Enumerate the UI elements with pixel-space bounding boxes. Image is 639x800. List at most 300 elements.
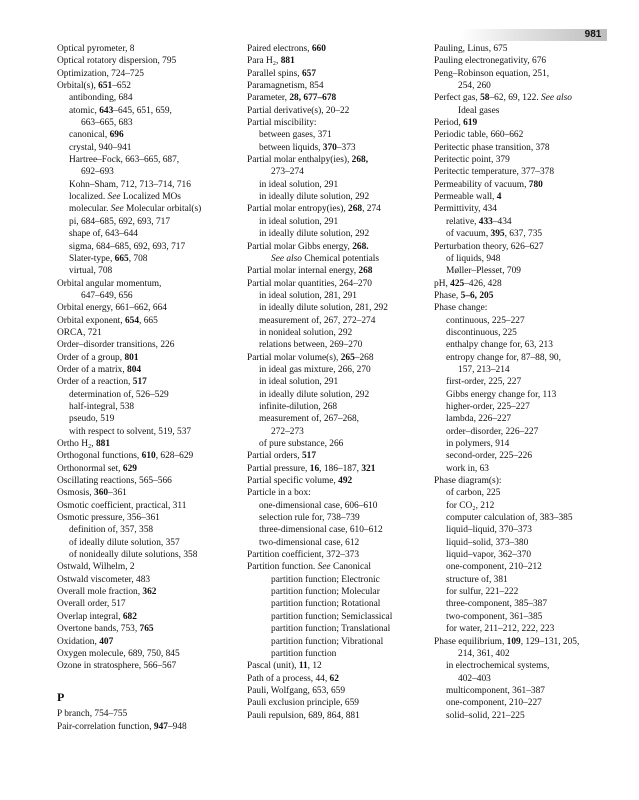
index-text: in ideally dilute solution, 292 [259,389,370,400]
index-entry [57,43,237,55]
index-text: Overtone bands, 753, [57,624,140,635]
index-text: Ideal gases [458,105,500,116]
index-text: one-component, 210–212 [446,562,542,573]
index-entry [57,117,237,129]
index-entry [434,648,614,660]
index-bold-page: 629 [122,463,137,474]
index-entry [57,611,237,623]
index-entry [57,315,237,327]
index-entry [434,574,614,586]
index-entry [247,327,427,339]
index-entry [434,673,614,685]
index-bold-page: 5–6, 205 [460,290,494,301]
index-entry [247,376,427,388]
index-entry [247,537,427,549]
index-text: discontinuous, 225 [446,327,517,338]
index-text: Phase, [434,290,461,301]
index-text: in ideal solution, 291 [259,377,339,388]
index-text: 214, 361, 402 [458,648,510,659]
index-text: Order of a matrix, [57,364,128,375]
index-entry [434,586,614,598]
index-text: Optical rotatory dispersion, 795 [57,56,177,67]
index-entry [434,302,614,314]
index-entry [434,636,614,648]
page-number: 981 [584,29,602,40]
index-text: Partial molar internal energy, [247,266,359,277]
index-text: two-component, 361–385 [446,611,543,622]
index-entry [57,721,237,733]
index-entry [247,80,427,92]
index-see-ref: See also [271,253,302,264]
index-bold-page: 765 [139,624,154,635]
index-entry [434,228,614,240]
index-text: partition function; Vibrational [271,636,384,647]
index-text: Permeable wall, [434,192,497,203]
index-entry [57,574,237,586]
index-text: Order–disorder transitions, 226 [57,340,175,351]
index-text: Pauling electronegativity, 676 [434,56,547,67]
index-entry [247,673,427,685]
index-text: of ideally dilute solution, 357 [69,537,180,548]
index-entry [247,55,427,67]
index-text: shape of, 643–644 [69,229,138,240]
index-text: Partial pressure, [247,463,310,474]
index-entry [247,315,427,327]
index-text: liquid–vapor, 362–370 [446,550,532,561]
index-text: for sulfur, 221–222 [446,587,519,598]
index-bold-page: 268, [351,155,369,166]
index-text: Order of a reaction, [57,377,133,388]
index-entry [57,413,237,425]
index-entry [434,278,614,290]
index-text: Partial derivative(s), 20–22 [247,105,350,116]
index-entry [57,92,237,104]
index-text: –434 [492,216,512,227]
index-column-2 [247,43,427,722]
index-text: Overall order, 517 [57,599,126,610]
index-entry [247,623,427,635]
index-bold-page: 265 [340,352,355,363]
index-entry [57,660,237,672]
index-text: between gases, 371 [259,130,332,141]
index-text: Partition function. [247,562,318,573]
index-text: solid–solid, 221–225 [446,710,525,721]
index-entry [434,524,614,536]
index-bold-page: 321 [361,463,376,474]
index-text: Gibbs energy change for, 113 [446,389,557,400]
index-entry [57,586,237,598]
index-text: Hartree–Fock, 663–665, 687, [69,155,180,166]
index-entry [247,524,427,536]
index-entry [57,598,237,610]
index-text: pH, [434,278,451,289]
index-text: ORCA, 721 [57,327,102,338]
index-entry [434,191,614,203]
index-entry [434,500,614,512]
index-text: of pure substance, 266 [259,439,344,449]
index-text: measurement of, 267–268, [259,414,359,425]
index-text: liquid–solid, 373–380 [446,537,529,548]
index-text: Orthogonal functions, [57,451,142,462]
index-entry [434,710,614,722]
index-entry [57,450,237,462]
index-entry [57,166,237,178]
index-entry [57,327,237,339]
index-entry [57,537,237,549]
index-text: computer calculation of, 383–385 [446,513,573,524]
index-entry [434,117,614,129]
index-text: definition of, 357, 358 [69,525,154,536]
index-entry [247,438,427,450]
index-text: Periodic table, 660–662 [434,130,524,141]
index-text: Orthonormal set, [57,463,123,474]
index-entry [247,636,427,648]
index-text: 254, 260 [458,81,491,92]
index-text: Localized MOs [120,192,181,203]
index-text: , 628–629 [155,451,194,462]
index-entry [434,253,614,265]
index-text: , 12 [307,661,322,672]
index-entry [434,80,614,92]
index-text: Molecular orbital(s) [123,204,202,215]
index-entry [434,660,614,672]
index-entry [247,129,427,141]
index-entry [57,401,237,413]
index-entry [434,475,614,487]
index-text: Partial molar entropy(ies), [247,204,349,215]
index-entry [434,364,614,376]
index-entry [57,512,237,524]
index-text: 272–273 [271,426,304,437]
index-text: localized. [69,192,108,203]
index-text: Orbital(s), [57,81,99,92]
index-text: of liquids, 948 [446,253,501,264]
index-entry [57,561,237,573]
index-text: Oscillating reactions, 565–566 [57,476,172,487]
index-bold-page: 370 [322,142,337,153]
index-entry [247,426,427,438]
index-text: Para H₂, [247,56,281,67]
index-text: partition function; Molecular [271,587,380,598]
index-text: Ostwald viscometer, 483 [57,574,151,585]
index-entry [247,191,427,203]
index-entry [247,450,427,462]
index-text: 663–665, 683 [81,118,133,129]
index-bold-page: 660 [311,44,326,54]
index-text: Particle in a box: [247,488,311,499]
index-entry [434,241,614,253]
index-entry [57,475,237,487]
index-entry [247,203,427,215]
index-entry [247,290,427,302]
index-text: Pauli exclusion principle, 659 [247,698,359,709]
index-text: first-order, 225, 227 [446,377,522,388]
index-text: continuous, 225–227 [446,315,525,326]
index-text: antibonding, 684 [69,93,133,104]
index-text: liquid–liquid, 370–373 [446,525,532,536]
index-bold-page: 492 [338,476,353,487]
index-text: selection rule for, 738–739 [259,513,360,524]
index-entry [57,376,237,388]
index-text: sigma, 684–685, 692, 693, 717 [69,241,186,252]
index-text: Perfect gas, [434,93,481,104]
index-entry [57,68,237,80]
index-text: P branch, 754–755 [57,709,128,720]
index-text: three-component, 385–387 [446,599,548,610]
index-text: partition function; Rotational [271,599,381,610]
index-text: Møller–Plesset, 709 [446,266,521,277]
index-entry [434,389,614,401]
index-text: one-component, 210–227 [446,698,542,709]
index-entry [57,302,237,314]
index-entry [57,278,237,290]
index-text: Partial orders, [247,451,302,462]
index-text: Pauling, Linus, 675 [434,44,508,54]
index-bold-page: 360 [94,488,109,499]
index-text: canonical, [69,130,110,141]
section-letter: P [57,689,65,704]
index-text: Peritectic point, 379 [434,155,510,166]
index-entry [247,142,427,154]
index-text: of vacuum, [446,229,491,240]
index-text: Ozone in stratosphere, 566–567 [57,661,177,672]
index-text: second-order, 225–226 [446,451,533,462]
index-text: Permeability of vacuum, [434,179,529,190]
index-see-ref: See [107,192,121,203]
index-bold-page: 425 [450,278,465,289]
index-entry [434,537,614,549]
index-text: three-dimensional case, 610–612 [259,525,383,536]
index-text: Oxygen molecule, 689, 750, 845 [57,648,180,659]
index-entry [57,142,237,154]
index-text: between liquids, [259,142,323,153]
index-entry [247,241,427,253]
index-text: Canonical [330,562,371,573]
index-entry [57,80,237,92]
index-see-ref: See [317,562,331,573]
index-text: partition function [271,648,337,659]
index-entry [57,708,237,720]
index-bold-page: 881 [95,439,111,449]
index-text: infinite-dilution, 268 [259,401,338,412]
index-text: order–disorder, 226–227 [446,426,539,437]
index-text: partition function; Semiclassical [271,611,393,622]
index-entry [57,352,237,364]
index-bold-page: 643 [99,105,114,116]
index-text: –373 [336,142,356,153]
index-bold-page: 517 [301,451,316,462]
index-entry [247,561,427,573]
index-text: Osmosis, [57,488,94,499]
index-bold-page: 62 [329,673,339,684]
index-see-ref: See also [541,93,572,104]
index-text: –62, 69, 122. [489,93,542,104]
index-text: virtual, 708 [69,266,113,277]
index-text: Oxidation, [57,636,100,647]
index-bold-page: 696 [109,130,124,141]
index-column-3 [434,43,614,722]
index-entry [434,376,614,388]
index-bold-page: 362 [142,587,157,598]
index-text: Overlap integral, [57,611,123,622]
index-entry [247,216,427,228]
index-text: Kohn–Sham, 712, 713–714, 716 [69,179,191,190]
index-text: Pair-correlation function, [57,721,154,732]
index-entry [247,117,427,129]
index-text: in ideal solution, 291 [259,216,339,227]
index-entry [57,228,237,240]
index-text: –268 [354,352,374,363]
index-text: 402–403 [458,673,491,684]
index-text: for CO₂, 212 [446,500,495,511]
index-bold-page: 881 [280,56,295,67]
index-text: Ortho H₂, [57,439,96,449]
index-text: 692–693 [81,167,114,178]
index-text: , 129–131, 205, [520,636,580,647]
index-text: in electrochemical systems, [446,661,550,672]
index-entry [247,278,427,290]
index-entry [434,487,614,499]
index-text: Slater-type, [69,253,115,264]
index-entry [247,500,427,512]
index-entry [57,253,237,265]
index-text: Perturbation theory, 626–627 [434,241,544,252]
index-bold-page: 610 [141,451,156,462]
index-text: enthalpy change for, 63, 213 [446,340,553,351]
index-entry [57,524,237,536]
index-text: Permittivity, 434 [434,204,497,215]
index-entry [434,327,614,339]
index-text: structure of, 381 [446,574,508,585]
index-bold-page: 804 [127,364,142,375]
index-bold-page: 780 [528,179,543,190]
index-text: Partial miscibility: [247,118,317,129]
index-text: one-dimensional case, 606–610 [259,500,378,511]
index-entry [57,636,237,648]
index-text: Orbital angular momentum, [57,278,162,289]
index-bold-page: 268 [358,266,373,277]
index-bold-page: 28, 677–678 [289,93,337,104]
index-text: , 665 [139,315,158,326]
index-entry [247,92,427,104]
index-entry [434,611,614,623]
index-text: , 274 [362,204,381,215]
index-entry [247,574,427,586]
index-entry [57,216,237,228]
index-entry [57,623,237,635]
index-entry [57,191,237,203]
index-entry [57,154,237,166]
index-bold-page: 395 [490,229,505,240]
index-bold-page: 654 [124,315,140,326]
index-entry [247,549,427,561]
index-entry [434,697,614,709]
index-bold-page: 11 [298,661,308,672]
index-text: molecular. [69,204,111,215]
index-bold-page: 801 [124,352,139,363]
index-text: Optical pyrometer, 8 [57,44,135,54]
index-entry [247,302,427,314]
index-entry [434,265,614,277]
index-entry [434,179,614,191]
index-bold-page: 651 [98,81,113,92]
index-text: Paramagnetism, 854 [247,81,324,92]
index-entry [247,487,427,499]
index-entry [434,129,614,141]
index-text: relations between, 269–270 [259,340,363,351]
index-entry [434,352,614,364]
index-text: –361 [108,488,127,499]
index-text: Pauli, Wolfgang, 653, 659 [247,685,346,696]
index-entry [434,463,614,475]
index-entry [247,228,427,240]
index-see-ref: See [110,204,124,215]
index-text: Phase equilibrium, [434,636,507,647]
index-entry [247,265,427,277]
index-entry [247,364,427,376]
index-text: crystal, 940–941 [69,142,132,153]
index-text: atomic, [69,105,100,116]
index-entry [434,549,614,561]
index-text: Overall mole fraction, [57,587,143,598]
index-entry [434,315,614,327]
index-text: work in, 63 [446,463,489,474]
index-entry [247,339,427,351]
index-text: of nonideally dilute solutions, 358 [69,550,198,561]
index-text: entropy change for, 87–88, 90, [446,352,561,363]
index-text: Parallel spins, [247,68,302,79]
index-entry [247,463,427,475]
index-text: Period, [434,118,464,129]
index-entry [434,142,614,154]
index-entry [57,438,237,450]
index-entry [57,500,237,512]
index-entry [434,450,614,462]
index-text: partition function; Electronic [271,574,380,585]
index-text: –948 [167,721,187,732]
index-entry [247,352,427,364]
index-text: lambda, 226–227 [446,414,512,425]
index-entry [57,549,237,561]
index-entry [434,68,614,80]
index-entry [247,413,427,425]
index-entry [434,105,614,117]
index-entry [247,586,427,598]
index-text: Phase diagram(s): [434,476,502,487]
index-text: Peritectic phase transition, 378 [434,142,550,153]
index-entry [57,203,237,215]
index-text: Pascal (unit), [247,661,299,672]
index-bold-page: 657 [301,68,317,79]
index-bold-page: 58 [480,93,490,104]
index-entry [57,105,237,117]
index-text: Optimization, 724–725 [57,68,144,79]
index-entry [247,401,427,413]
index-entry [434,92,614,104]
index-entry [247,253,427,265]
index-bold-page: 619 [463,118,478,129]
index-text: Orbital exponent, [57,315,125,326]
index-text: –426, 428 [464,278,502,289]
index-text: in ideal solution, 291 [259,179,339,190]
index-entry [57,55,237,67]
index-entry [247,685,427,697]
index-entry [57,364,237,376]
index-text: Order of a group, [57,352,125,363]
index-entry [247,475,427,487]
index-entry [434,166,614,178]
index-text: Partition coefficient, 372–373 [247,550,360,561]
